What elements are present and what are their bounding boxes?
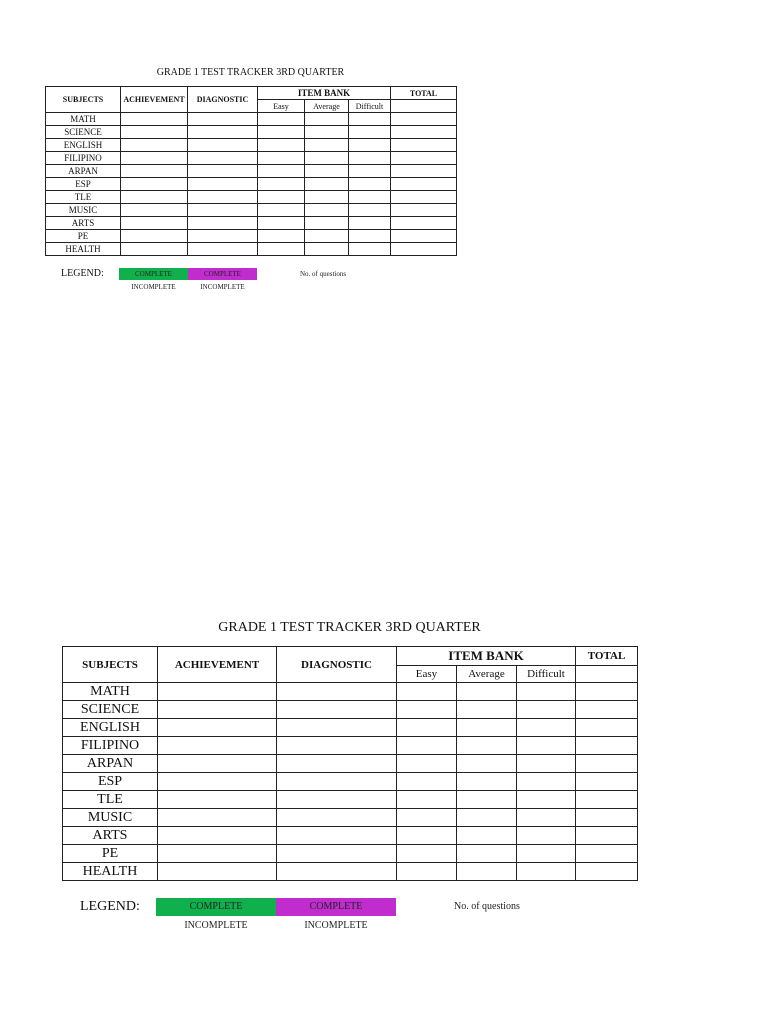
entry-cell[interactable] [391,204,457,217]
header-total-blank [576,666,638,683]
entry-cell[interactable] [277,755,397,773]
entry-cell[interactable] [517,827,576,845]
legend-incomplete-1: INCOMPLETE [184,920,248,931]
entry-cell[interactable] [305,230,349,243]
entry-cell[interactable] [121,113,188,126]
entry-cell[interactable] [188,230,258,243]
entry-cell[interactable] [576,755,638,773]
entry-cell[interactable] [517,863,576,881]
header-subjects: SUBJECTS [63,647,158,683]
entry-cell[interactable] [258,204,305,217]
entry-cell[interactable] [188,126,258,139]
header-total: TOTAL [391,87,457,100]
test-tracker-small [45,66,457,298]
header-average: Average [457,666,517,683]
subject-name: MATH [46,113,121,126]
legend-complete-green: COMPLETE [156,898,276,916]
entry-cell[interactable] [457,683,517,701]
entry-cell[interactable] [158,863,277,881]
table-row [46,165,457,178]
entry-cell[interactable] [391,243,457,256]
entry-cell[interactable] [391,165,457,178]
table-row [46,191,457,204]
table-row [46,204,457,217]
entry-cell[interactable] [121,217,188,230]
entry-cell[interactable] [258,113,305,126]
entry-cell[interactable] [158,719,277,737]
entry-cell[interactable] [576,827,638,845]
entry-cell[interactable] [576,737,638,755]
entry-cell[interactable] [158,845,277,863]
entry-cell[interactable] [277,773,397,791]
table-row [63,863,638,881]
table-row [46,113,457,126]
entry-cell[interactable] [517,683,576,701]
entry-cell[interactable] [517,737,576,755]
entry-cell[interactable] [397,701,457,719]
header-easy: Easy [397,666,457,683]
legend-incomplete-2: INCOMPLETE [200,283,245,291]
subject-name: SCIENCE [46,126,121,139]
entry-cell[interactable] [349,165,391,178]
legend-label: LEGEND: [61,268,104,279]
entry-cell[interactable] [277,809,397,827]
legend-incomplete-2: INCOMPLETE [304,920,368,931]
header-item-bank: ITEM BANK [258,87,391,100]
entry-cell[interactable] [391,191,457,204]
entry-cell[interactable] [349,178,391,191]
table-row [63,773,638,791]
subject-name: PE [46,230,121,243]
entry-cell[interactable] [121,191,188,204]
entry-cell[interactable] [305,217,349,230]
table-row [46,243,457,256]
subject-name: MUSIC [63,809,158,827]
table-row [63,683,638,701]
subject-name: ARTS [63,827,158,845]
entry-cell[interactable] [517,773,576,791]
tracker-title: GRADE 1 TEST TRACKER 3RD QUARTER [218,620,481,635]
table-row [63,845,638,863]
entry-cell[interactable] [457,755,517,773]
entry-cell[interactable] [121,126,188,139]
entry-cell[interactable] [457,737,517,755]
entry-cell[interactable] [305,126,349,139]
entry-cell[interactable] [457,845,517,863]
table-row [46,217,457,230]
entry-cell[interactable] [517,809,576,827]
entry-cell[interactable] [517,719,576,737]
table-row [63,719,638,737]
entry-cell[interactable] [391,152,457,165]
subject-name: FILIPINO [46,152,121,165]
header-item-bank: ITEM BANK [397,647,576,666]
entry-cell[interactable] [576,845,638,863]
entry-cell[interactable] [305,204,349,217]
header-difficult: Difficult [349,100,391,113]
entry-cell[interactable] [391,126,457,139]
entry-cell[interactable] [397,755,457,773]
entry-cell[interactable] [277,791,397,809]
header-achievement: ACHIEVEMENT [158,647,277,683]
table-row [46,230,457,243]
table-row [63,809,638,827]
entry-cell[interactable] [188,243,258,256]
entry-cell[interactable] [258,243,305,256]
entry-cell[interactable] [277,683,397,701]
entry-cell[interactable] [349,152,391,165]
entry-cell[interactable] [397,719,457,737]
legend-complete-green: COMPLETE [119,268,188,280]
entry-cell[interactable] [517,755,576,773]
entry-cell[interactable] [397,827,457,845]
subject-name: ENGLISH [63,719,158,737]
entry-cell[interactable] [158,683,277,701]
entry-cell[interactable] [457,863,517,881]
entry-cell[interactable] [258,178,305,191]
entry-cell[interactable] [188,139,258,152]
table-row [63,755,638,773]
tracker-title: GRADE 1 TEST TRACKER 3RD QUARTER [156,67,345,78]
entry-cell[interactable] [349,204,391,217]
entry-cell[interactable] [349,217,391,230]
entry-cell[interactable] [158,701,277,719]
legend-no-of-questions: No. of questions [454,901,520,912]
subject-name: SCIENCE [63,701,158,719]
header-subjects: SUBJECTS [46,87,121,113]
entry-cell[interactable] [158,737,277,755]
entry-cell[interactable] [305,139,349,152]
entry-cell[interactable] [576,809,638,827]
entry-cell[interactable] [305,113,349,126]
entry-cell[interactable] [258,191,305,204]
subject-name: ESP [46,178,121,191]
entry-cell[interactable] [391,178,457,191]
entry-cell[interactable] [121,178,188,191]
subject-name: ESP [63,773,158,791]
entry-cell[interactable] [277,701,397,719]
legend [45,268,457,298]
legend-complete-purple: COMPLETE [188,268,257,280]
entry-cell[interactable] [258,139,305,152]
entry-cell[interactable] [349,243,391,256]
entry-cell[interactable] [258,152,305,165]
subject-rows [46,113,457,256]
entry-cell[interactable] [121,139,188,152]
header-easy: Easy [258,100,305,113]
entry-cell[interactable] [158,791,277,809]
entry-cell[interactable] [277,845,397,863]
entry-cell[interactable] [121,243,188,256]
entry-cell[interactable] [576,683,638,701]
header-average: Average [305,100,349,113]
entry-cell[interactable] [397,683,457,701]
legend-incomplete-1: INCOMPLETE [131,283,176,291]
entry-cell[interactable] [188,165,258,178]
entry-cell[interactable] [391,230,457,243]
table-row [63,791,638,809]
entry-cell[interactable] [121,204,188,217]
entry-cell[interactable] [258,165,305,178]
subject-name: ARPAN [46,165,121,178]
entry-cell[interactable] [397,809,457,827]
entry-cell[interactable] [391,217,457,230]
test-tracker-large [62,618,638,938]
header-achievement: ACHIEVEMENT [121,87,188,113]
entry-cell[interactable] [457,827,517,845]
header-diagnostic: DIAGNOSTIC [188,87,258,113]
entry-cell[interactable] [188,217,258,230]
entry-cell[interactable] [305,243,349,256]
subject-name: TLE [63,791,158,809]
entry-cell[interactable] [158,773,277,791]
subject-name: TLE [46,191,121,204]
entry-cell[interactable] [397,737,457,755]
tracker-table [45,86,457,256]
entry-cell[interactable] [277,737,397,755]
entry-cell[interactable] [457,791,517,809]
entry-cell[interactable] [121,152,188,165]
entry-cell[interactable] [517,791,576,809]
subject-name: MATH [63,683,158,701]
subject-name: HEALTH [46,243,121,256]
table-row [46,178,457,191]
table-row [63,827,638,845]
entry-cell[interactable] [277,827,397,845]
subject-name: FILIPINO [63,737,158,755]
header-difficult: Difficult [517,666,576,683]
entry-cell[interactable] [391,139,457,152]
subject-name: ENGLISH [46,139,121,152]
header-diagnostic: DIAGNOSTIC [277,647,397,683]
tracker-table [62,646,638,881]
entry-cell[interactable] [576,701,638,719]
entry-cell[interactable] [188,113,258,126]
entry-cell[interactable] [576,719,638,737]
entry-cell[interactable] [277,719,397,737]
entry-cell[interactable] [576,773,638,791]
entry-cell[interactable] [158,827,277,845]
entry-cell[interactable] [397,773,457,791]
entry-cell[interactable] [349,113,391,126]
table-row [46,152,457,165]
table-row [46,139,457,152]
entry-cell[interactable] [305,165,349,178]
entry-cell[interactable] [121,230,188,243]
entry-cell[interactable] [391,113,457,126]
entry-cell[interactable] [457,773,517,791]
subject-name: ARPAN [63,755,158,773]
entry-cell[interactable] [457,809,517,827]
legend-no-of-questions: No. of questions [300,270,347,278]
entry-cell[interactable] [188,204,258,217]
entry-cell[interactable] [305,191,349,204]
subject-name: ARTS [46,217,121,230]
subject-rows [63,683,638,881]
entry-cell[interactable] [305,178,349,191]
entry-cell[interactable] [188,178,258,191]
subject-name: MUSIC [46,204,121,217]
entry-cell[interactable] [277,863,397,881]
entry-cell[interactable] [397,863,457,881]
entry-cell[interactable] [258,217,305,230]
header-total-blank [391,100,457,113]
entry-cell[interactable] [457,719,517,737]
entry-cell[interactable] [158,755,277,773]
subject-name: PE [63,845,158,863]
entry-cell[interactable] [121,165,188,178]
entry-cell[interactable] [349,139,391,152]
entry-cell[interactable] [188,191,258,204]
entry-cell[interactable] [349,126,391,139]
entry-cell[interactable] [349,191,391,204]
legend-label: LEGEND: [80,899,140,914]
entry-cell[interactable] [517,845,576,863]
table-row [63,737,638,755]
entry-cell[interactable] [158,809,277,827]
entry-cell[interactable] [397,791,457,809]
entry-cell[interactable] [517,701,576,719]
entry-cell[interactable] [397,845,457,863]
entry-cell[interactable] [258,230,305,243]
entry-cell[interactable] [188,152,258,165]
entry-cell[interactable] [576,791,638,809]
entry-cell[interactable] [349,230,391,243]
legend-complete-purple: COMPLETE [276,898,396,916]
table-row [46,126,457,139]
header-total: TOTAL [576,647,638,666]
entry-cell[interactable] [457,701,517,719]
entry-cell[interactable] [576,863,638,881]
entry-cell[interactable] [258,126,305,139]
entry-cell[interactable] [305,152,349,165]
subject-name: HEALTH [63,863,158,881]
legend [62,898,638,938]
table-row [63,701,638,719]
